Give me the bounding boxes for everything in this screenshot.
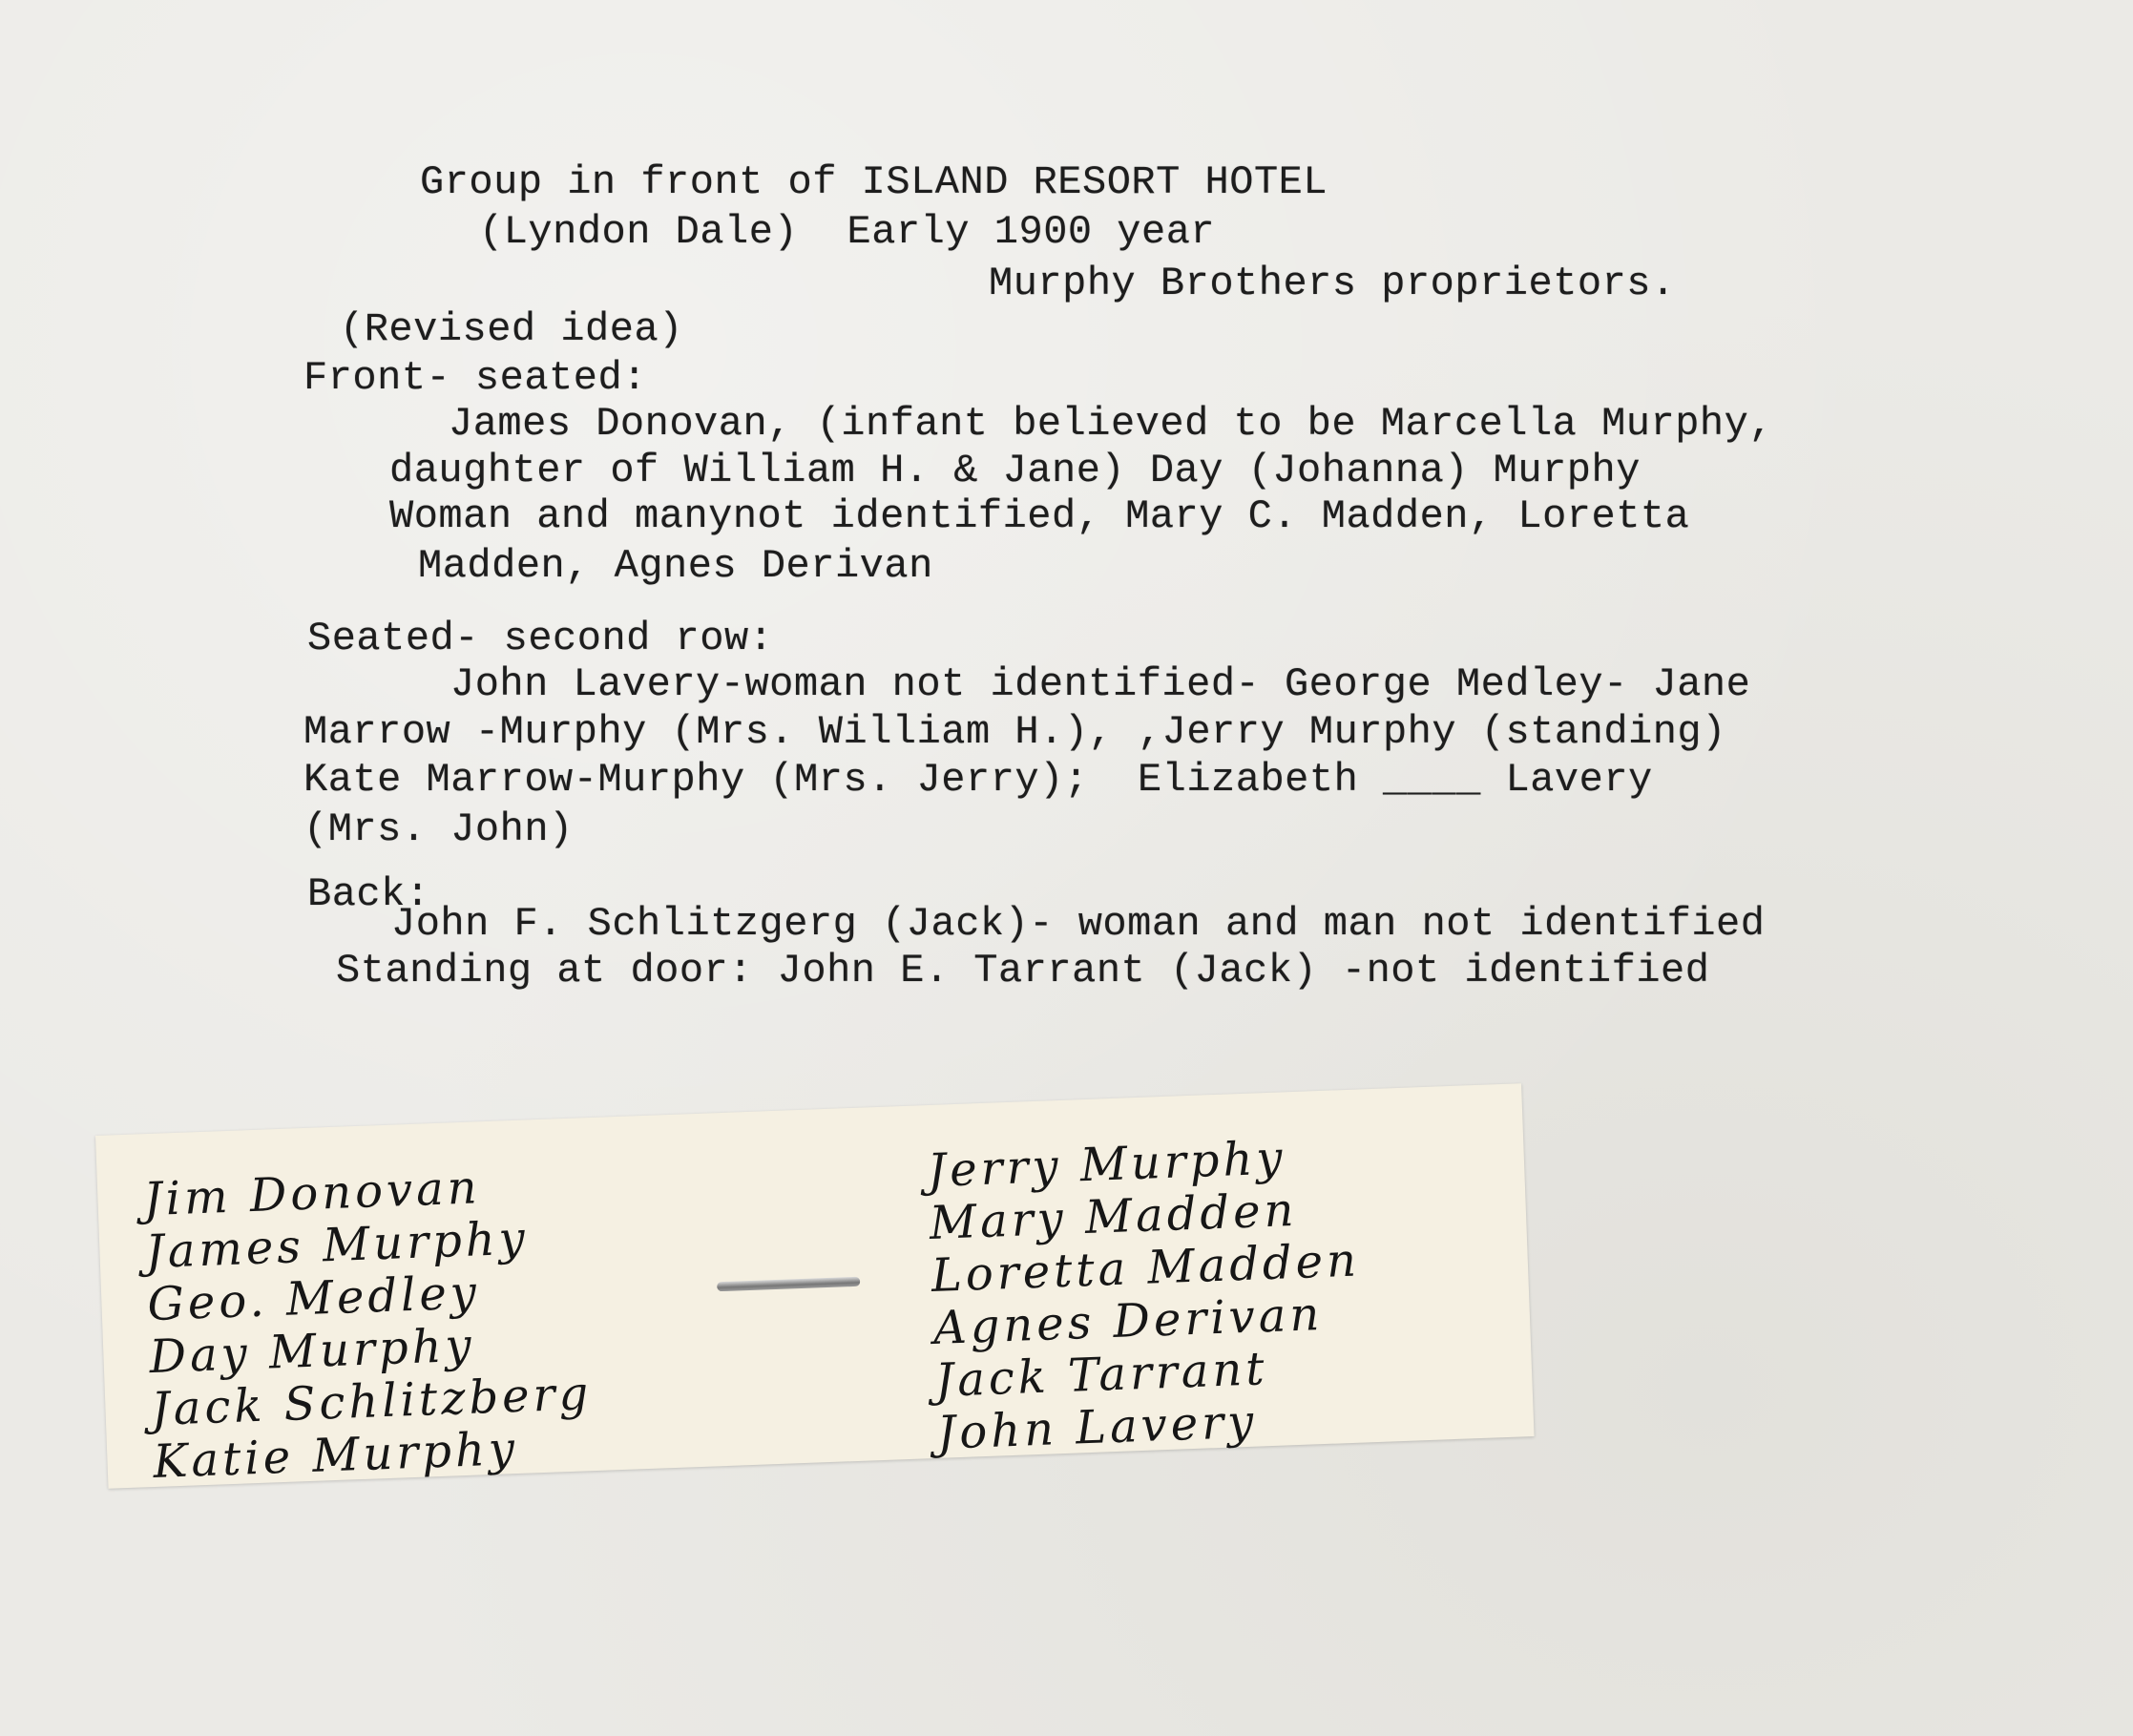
left-name: Day Murphy (148, 1318, 476, 1385)
left-name: James Murphy (144, 1211, 530, 1280)
back-heading: Back: (307, 871, 430, 917)
left-name: Jack Schlitzberg (150, 1367, 594, 1437)
right-name: Mary Madden (928, 1182, 1299, 1251)
second-row-heading: Seated- second row: (307, 616, 774, 661)
front-line-3: Woman and manynot identified, Mary C. Madden, Loretta (389, 493, 1690, 539)
right-name: Loretta Madden (930, 1233, 1361, 1303)
left-name: Katie Murphy (152, 1422, 519, 1489)
title-line-1: Group in front of ISLAND RESORT HOTEL (420, 159, 1328, 205)
staple (717, 1277, 860, 1291)
right-name: Jerry Murphy (926, 1131, 1287, 1199)
right-name: John Lavery (935, 1394, 1259, 1460)
revised-note: (Revised idea) (340, 306, 683, 352)
front-line-2: daughter of William H. & Jane) Day (Johanna) Murphy (389, 448, 1641, 493)
right-name: Jack Tarrant (933, 1342, 1269, 1408)
left-name: Geo. Medley (146, 1265, 481, 1332)
handwritten-name-slip (95, 1083, 1535, 1489)
right-name: Agnes Derivan (931, 1287, 1325, 1355)
second-row-line-2: Marrow -Murphy (Mrs. William H.), ,Jerry Murphy (standing) (303, 709, 1726, 755)
back-line-2: Standing at door: John E. Tarrant (Jack) -not identified (336, 948, 1710, 993)
title-line-2: (Lyndon Dale) Early 1900 year (479, 209, 1216, 255)
back-line-1: John F. Schlitzgerg (Jack)- woman and man not identified (391, 901, 1766, 947)
front-line-4: Madden, Agnes Derivan (418, 543, 933, 589)
front-heading: Front- seated: (303, 355, 647, 401)
second-row-line-3: Kate Marrow-Murphy (Mrs. Jerry); Elizabeth ____ Lavery (303, 757, 1653, 803)
left-name: Jim Donovan (142, 1161, 482, 1227)
second-row-line-1: John Lavery-woman not identified- George Medley- Jane (450, 661, 1751, 707)
second-row-line-4: (Mrs. John) (303, 806, 574, 852)
front-line-1: James Donovan, (infant believed to be Marcella Murphy, (449, 401, 1774, 447)
title-line-3: Murphy Brothers proprietors. (989, 261, 1676, 306)
